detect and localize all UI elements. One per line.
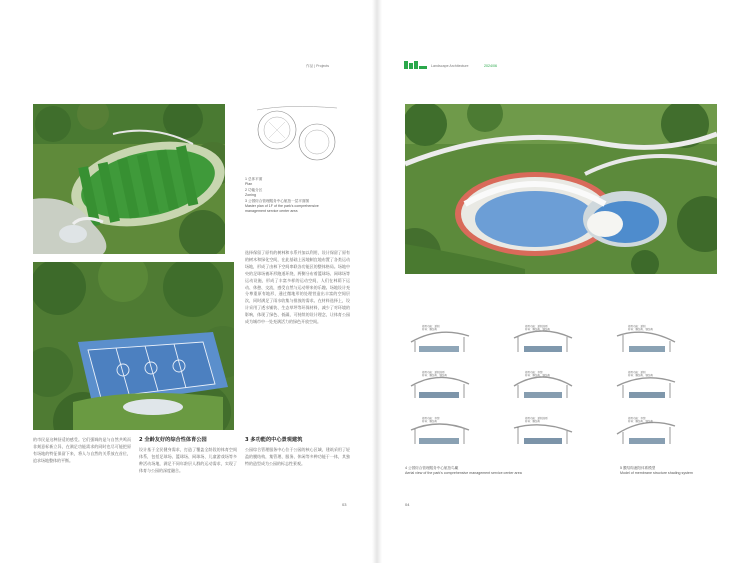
diagram-label: 材料：膜结构、钢结构 [628, 374, 654, 378]
diagram-label: 使用功能：遮阳 [628, 371, 646, 374]
caption-line: 5 膜结构遮阳体系模型 [620, 466, 656, 470]
section-2-heading: 2 全龄友好的综合性体育公园 [139, 437, 207, 443]
caption-line: management service center area [245, 209, 298, 214]
diagram-label: 使用功能：遮阳挡雨 [525, 325, 548, 328]
diagram-label: 使用功能：遮阳 [628, 325, 646, 328]
diagram-panel [409, 322, 471, 354]
section-header: 作品 | Projects [306, 64, 330, 68]
section-3-text: 公园综合管理服务中心位于公园的核心区域，建筑采用了轻盈的膜结构，集管理、服务、休闲等多种功能于一体，其独特的造型成为公园的标志性景观。 [245, 447, 350, 466]
section-2-text: 设计基于全民健身需求，打造了覆盖全龄段的体育空间体系，包括足球场、篮球场、网球场、儿童游戏场等多种活动场地，满足不同年龄层人群的运动需求，实现了体育与公园的深度融合。 [139, 447, 237, 473]
page-number-left: 03 [342, 502, 347, 507]
caption-line: 2 功能分区 [245, 187, 263, 192]
sports-courts-aerial-photo [33, 262, 234, 430]
diagram-label: 材料：膜结构、钢结构 [628, 420, 654, 424]
diagram-label: 材料：膜结构 [525, 420, 541, 424]
caption-line: Model of membrane structure shading system [620, 471, 693, 476]
figure-captions [245, 177, 353, 215]
service-center-aerial-photo [405, 104, 717, 274]
football-field-aerial-photo [33, 104, 225, 254]
site-plan-drawing [257, 104, 339, 166]
caption-line: Zoning [245, 193, 256, 198]
diagram-label: 材料：膜结构 [422, 328, 438, 332]
diagram-label: 材料：膜结构、钢结构 [525, 374, 551, 378]
diagram-panel [512, 368, 574, 400]
diagram-label: 材料：膜结构、钢结构 [628, 328, 654, 332]
diagram-panel [409, 414, 471, 446]
diagram-label: 材料：膜结构、钢结构 [525, 328, 551, 332]
caption-line: 3 公园综合管理服务中心航拍一层平面图 [245, 198, 310, 203]
diagram-panel [409, 368, 471, 400]
diagram-label: 使用功能：休憩 [422, 417, 440, 420]
caption-line: Plan [245, 182, 253, 187]
journal-logo [404, 61, 428, 69]
caption-line: Master plan of 1F of the park's comprehensive [245, 204, 319, 209]
article-column-3: 选择保留了原有的树林和水系并加以利用，设计保留了原有的树木和绿化空间，在此基础上因地制宜地布置了各类运动场地，形成了由林下空间串联各功能区的整体格局。场地中央的足球场被环形跑道环绕，两侧分布着篮球场、网球场等运动设施，形成了丰富多样的运动空间，人们在林荫下运动、休憩、交流，感受自然与运动带来的乐趣。场地设计充分尊重原有地形，通过微地形的处理营造出丰富的空间层次，同时满足了雨水收集与排放的需求。在材料选择上，设计采用了透水铺装、生态草坪等环保材料，减少了对环境的影响，体现了绿色、低碳、可持续的设计理念，让体育公园成为城市中一处充满活力的绿色开放空间。 [245, 250, 350, 325]
diagram-panel [512, 414, 574, 446]
issue-number: 2024/06 [484, 64, 497, 68]
diagram-panel [615, 414, 677, 446]
diagram-label: 使用功能：休憩 [628, 417, 646, 420]
diagram-panel [615, 368, 677, 400]
caption-line: 1 总体平面 [245, 177, 263, 181]
page-number-right: 04 [405, 502, 410, 507]
diagram-label: 使用功能：休憩 [525, 371, 543, 374]
diagram-label: 使用功能：遮阳挡雨 [525, 417, 548, 420]
diagram-panel [615, 322, 677, 354]
page-gutter [372, 0, 382, 563]
caption-model [620, 466, 720, 477]
diagram-label: 材料：膜结构 [422, 420, 438, 424]
caption-aerial-view [405, 466, 575, 477]
caption-line: 4 公园综合管理服务中心航拍鸟瞰 [405, 466, 459, 470]
diagram-label: 材料：膜结构、钢结构 [422, 374, 448, 378]
section-3-heading: 3 多功能的中心景观建筑 [245, 437, 303, 443]
article-column-1: 的市民是这种舒适的感受。它们强调的是与自然共鸣而非刻意标新立异，在满足功能需求的同时也尽可能把原有场地的特征保留下来，将人与自然的关系放在首位，追求场地整体的平衡。 [33, 437, 131, 463]
journal-title: Landscape Architecture [431, 64, 469, 68]
caption-line: Aerial view of the park's comprehensive management service center area [405, 471, 522, 476]
diagram-panel [512, 322, 574, 354]
diagram-label: 使用功能：遮阳 [422, 325, 440, 328]
diagram-label: 使用功能：遮阳挡雨 [422, 371, 445, 374]
